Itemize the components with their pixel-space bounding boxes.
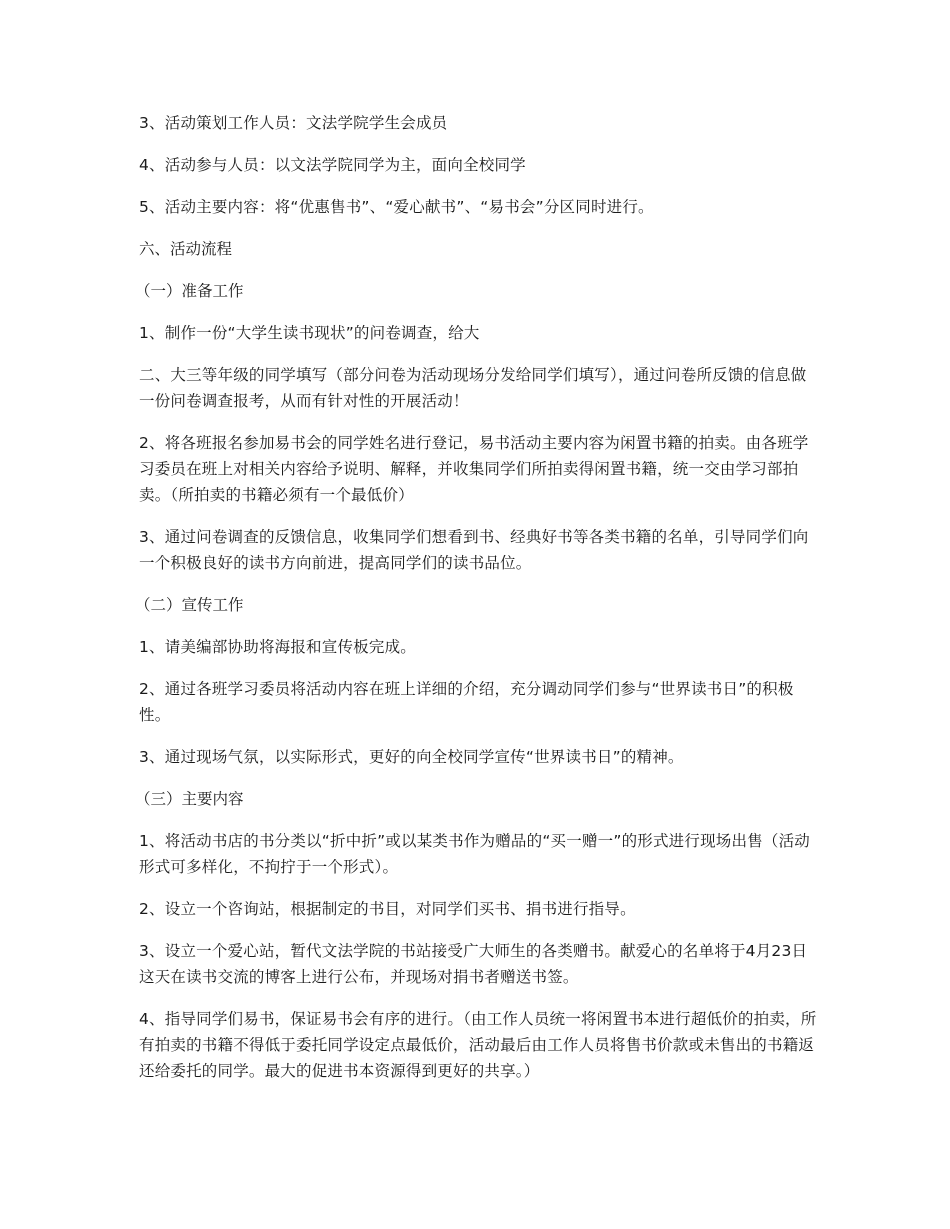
paragraph-main-content: 5、活动主要内容：将“优惠售书”、“爱心献书”、“易书会”分区同时进行。 [139,198,654,216]
paragraph-main-2: 2、设立一个咨询站，根据制定的书目，对同学们买书、捐书进行指导。 [139,900,636,918]
subheading-promotion: （二）宣传工作 [135,596,244,614]
paragraph-main-3: 3、设立一个爱心站，暂代文法学院的书站接受广大师生的各类赠书。献爱心的名单将于4月23日这天在读书交流的博客上进行公布，并现场对捐书者赠送书签。 [139,942,808,986]
paragraph-prep-1: 1、制作一份“大学生读书现状”的问卷调查，给大 [139,324,480,342]
section-heading-process: 六、活动流程 [139,240,233,258]
paragraph-promo-2: 2、通过各班学习委员将活动内容在班上详细的介绍，充分调动同学们参与“世界读书日”的积极性。 [139,680,794,724]
paragraph-promo-3: 3、通过现场气氛，以实际形式，更好的向全校同学宣传“世界读书日”的精神。 [139,748,684,766]
paragraph-prep-survey: 二、大三等年级的同学填写（部分问卷为活动现场分发给同学们填写），通过问卷所反馈的信息做一份问卷调查报考，从而有针对性的开展活动！ [139,366,807,410]
subheading-main-content: （三）主要内容 [135,790,244,808]
paragraph-main-4: 4、指导同学们易书，保证易书会有序的进行。（由工作人员统一将闲置书本进行超低价的拍卖，所有拍卖的书籍不得低于委托同学设定点最低价，活动最后由工作人员将售书价款或未售出的书籍返还给委托的同学。最大的促进书本资源得到更好的共享。） [139,1010,817,1080]
paragraph-prep-3: 3、通过问卷调查的反馈信息，收集同学们想看到书、经典好书等各类书籍的名单，引导同学们向一个积极良好的读书方向前进，提高同学们的读书品位。 [139,528,809,572]
paragraph-participants: 4、活动参与人员：以文法学院同学为主，面向全校同学 [139,156,526,174]
document-body [135,110,819,1100]
subheading-preparation: （一）准备工作 [135,282,244,300]
paragraph-prep-2: 2、将各班报名参加易书会的同学姓名进行登记，易书活动主要内容为闲置书籍的拍卖。由各班学习委员在班上对相关内容给予说明、解释，并收集同学们所拍卖得闲置书籍，统一交由学习部拍卖。（所拍卖的书籍必须有一个最低价） [139,434,809,504]
paragraph-promo-1: 1、请美编部协助将海报和宣传板完成。 [139,638,416,656]
paragraph-main-1: 1、将活动书店的书分类以“折中折”或以某类书作为赠品的“买一赠一”的形式进行现场出售（活动形式可多样化，不拘拧于一个形式）。 [139,832,810,876]
paragraph-staff: 3、活动策划工作人员：文法学院学生会成员 [139,114,448,132]
